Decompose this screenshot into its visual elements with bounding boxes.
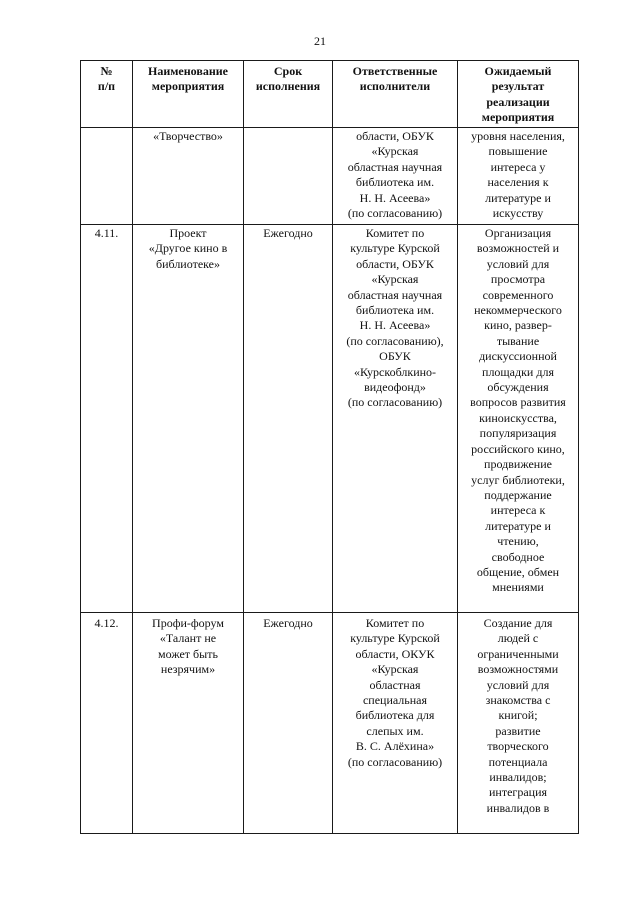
cell-line: специальная	[362, 693, 428, 708]
cell-line: Создание для	[483, 616, 553, 630]
cell-line: мероприятия	[151, 79, 225, 94]
cell-line: культуре Курской	[350, 631, 440, 646]
cell-line: населения к	[487, 175, 549, 190]
cell-line: обсуждения	[487, 380, 549, 395]
event-name	[133, 225, 244, 613]
expected-result	[458, 128, 579, 225]
cell-line: результат	[491, 79, 545, 94]
cell-line: библиотека им.	[355, 175, 435, 190]
cell-line: кино, развер-	[484, 318, 552, 333]
header-deadline	[244, 61, 333, 128]
cell-line: реализации	[486, 94, 550, 109]
cell-line: российского кино,	[471, 441, 565, 456]
cell-line: (по согласованию)	[347, 395, 443, 410]
cell-line: людей с	[497, 631, 539, 646]
cell-line: (по согласованию)	[347, 206, 443, 221]
cell-line: культуре Курской	[350, 241, 440, 256]
cell-line: вопросов развития	[470, 395, 566, 410]
cell-line: исполнения	[255, 79, 321, 94]
cell-line: потенциала	[488, 754, 548, 769]
cell-line: ОБУК	[379, 349, 411, 364]
cell-line: условий для	[486, 256, 550, 271]
cell-line: областная научная	[347, 159, 443, 174]
expected-result	[458, 613, 579, 834]
cell-line: возможностей и	[476, 241, 560, 256]
cell-line: «Талант не	[159, 631, 217, 646]
cell-line: искусству	[492, 206, 544, 221]
cell-line: слепых им.	[366, 723, 424, 738]
page-number: 21	[314, 34, 326, 48]
cell-line: мероприятия	[481, 110, 555, 125]
cell-line: чтению,	[497, 534, 539, 549]
cell-line: свободное	[491, 549, 545, 564]
cell-line: Н. Н. Асеева»	[359, 318, 431, 333]
cell-line: В. С. Алёхина»	[355, 739, 435, 754]
cell-line: видеофонд»	[364, 380, 426, 395]
row-number: 4.11.	[81, 225, 133, 613]
deadline: Ежегодно	[244, 613, 333, 834]
cell-line: современного	[482, 287, 554, 302]
cell-line: №	[100, 64, 113, 78]
cell-line: условий для	[486, 677, 550, 692]
cell-line: областная	[369, 677, 421, 692]
header-event-name	[133, 61, 244, 128]
cell-line: «Другое кино в	[148, 241, 228, 256]
header-number	[81, 61, 133, 128]
cell-line: «Творчество»	[153, 129, 223, 143]
cell-line: литературе и	[485, 190, 551, 205]
cell-line: повышение	[488, 144, 548, 159]
cell-line: исполнители	[359, 79, 431, 94]
table-row	[81, 128, 579, 225]
cell-line: Комитет по	[365, 616, 425, 630]
cell-line: «Курская	[371, 272, 419, 287]
cell-line: ограниченными	[477, 646, 559, 661]
deadline: Ежегодно	[244, 225, 333, 613]
cell-line: литературе и	[485, 518, 551, 533]
cell-line: тывание	[496, 333, 540, 348]
cell-line: (по согласованию)	[347, 754, 443, 769]
cell-line: интереса у	[490, 159, 546, 174]
row-number: 4.12.	[81, 613, 133, 834]
cell-line: (по согласованию),	[346, 333, 444, 348]
cell-line: Комитет по	[365, 226, 425, 240]
cell-line: мнениями	[492, 580, 544, 595]
cell-line: области, ОБУК	[356, 256, 434, 271]
cell-line: областная научная	[347, 287, 443, 302]
table-row	[81, 613, 579, 834]
cell-line: Профи-форум	[152, 616, 224, 630]
cell-line: общение, обмен	[476, 564, 560, 579]
cell-line: п/п	[97, 79, 116, 94]
expected-result	[458, 225, 579, 613]
cell-line: Срок	[273, 64, 303, 78]
cell-line: дискуссионной	[479, 349, 557, 364]
header-expected-result	[458, 61, 579, 128]
cell-line: продвижение	[484, 457, 552, 472]
cell-line: незрячим»	[160, 662, 216, 677]
table-row	[81, 225, 579, 613]
cell-line: библиотеке»	[155, 256, 220, 271]
cell-line: услуг библиотеки,	[471, 472, 565, 487]
cell-line: библиотека им.	[355, 303, 435, 318]
cell-line: популяризация	[479, 426, 557, 441]
cell-line: творческого	[487, 739, 549, 754]
cell-line: области, ОКУК	[355, 646, 435, 661]
event-name	[133, 613, 244, 834]
cell-line: поддержание	[484, 487, 552, 502]
cell-line: инвалидов;	[489, 770, 547, 785]
row-number	[81, 128, 133, 225]
cell-line: «Курскоблкино-	[353, 364, 437, 379]
events-table	[80, 60, 579, 834]
cell-line: «Курская	[371, 144, 419, 159]
cell-line: некоммерческого	[474, 303, 562, 318]
deadline	[244, 128, 333, 225]
cell-line: Организация	[484, 226, 552, 240]
cell-line: развитие	[495, 723, 541, 738]
cell-line: библиотека для	[355, 708, 435, 723]
cell-line: интеграция	[488, 785, 548, 800]
header-responsible	[333, 61, 458, 128]
cell-line: Проект	[169, 226, 207, 240]
table-header-row	[81, 61, 579, 128]
cell-line: Ожидаемый	[484, 64, 552, 78]
responsible	[333, 613, 458, 834]
responsible	[333, 128, 458, 225]
cell-line: киноискусства,	[479, 410, 557, 425]
event-name	[133, 128, 244, 225]
cell-line: области, ОБУК	[356, 129, 434, 143]
cell-line: может быть	[158, 646, 218, 661]
cell-line: инвалидов в	[486, 800, 550, 815]
cell-line: Н. Н. Асеева»	[359, 190, 431, 205]
cell-line: площадки для	[482, 364, 554, 379]
cell-line: «Курская	[371, 662, 419, 677]
responsible	[333, 225, 458, 613]
cell-line: интереса к	[490, 503, 546, 518]
cell-line: книгой;	[498, 708, 538, 723]
cell-line: Ответственные	[352, 64, 438, 78]
cell-line: возможностями	[477, 662, 559, 677]
cell-line: Наименование	[148, 64, 228, 78]
cell-line: уровня населения,	[471, 129, 565, 143]
cell-line: знакомства с	[485, 693, 551, 708]
cell-line: просмотра	[490, 272, 546, 287]
